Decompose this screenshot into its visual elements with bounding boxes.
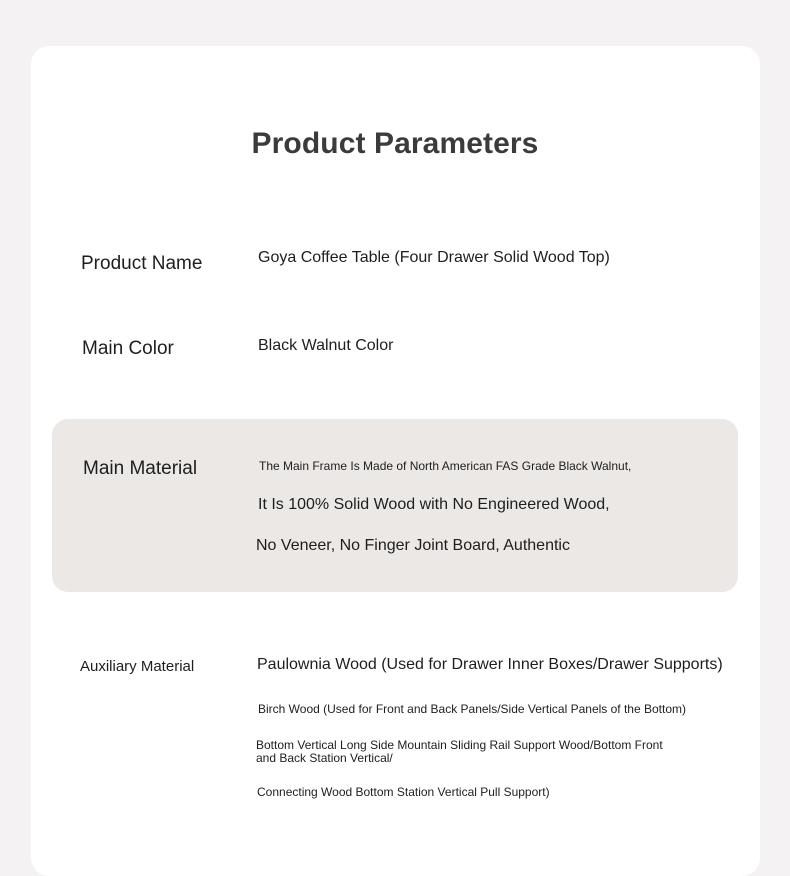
main-material-label: Main Material xyxy=(83,458,198,479)
auxiliary-material-line-2: Birch Wood (Used for Front and Back Panels/Side Vertical Panels of the Bottom) xyxy=(258,702,686,716)
main-material-line-1: The Main Frame Is Made of North American FAS Grade Black Walnut, xyxy=(259,459,632,473)
main-color-label: Main Color xyxy=(82,338,174,359)
auxiliary-material-label: Auxiliary Material xyxy=(80,658,195,675)
main-material-line-3: No Veneer, No Finger Joint Board, Authentic xyxy=(256,537,570,554)
main-material-line-2: It Is 100% Solid Wood with No Engineered Wood, xyxy=(258,496,610,513)
auxiliary-material-line-1: Paulownia Wood (Used for Drawer Inner Boxes/Drawer Supports) xyxy=(257,656,723,673)
auxiliary-material-line-4: and Back Station Vertical/ xyxy=(256,751,393,765)
product-name-label: Product Name xyxy=(81,253,203,274)
auxiliary-material-line-3: Bottom Vertical Long Side Mountain Sliding Rail Support Wood/Bottom Front xyxy=(256,738,663,752)
product-name-value: Goya Coffee Table (Four Drawer Solid Wood Top) xyxy=(258,249,610,266)
main-color-value: Black Walnut Color xyxy=(258,337,394,354)
auxiliary-material-line-5: Connecting Wood Bottom Station Vertical Pull Support) xyxy=(257,785,550,799)
page-title: Product Parameters xyxy=(251,127,539,160)
